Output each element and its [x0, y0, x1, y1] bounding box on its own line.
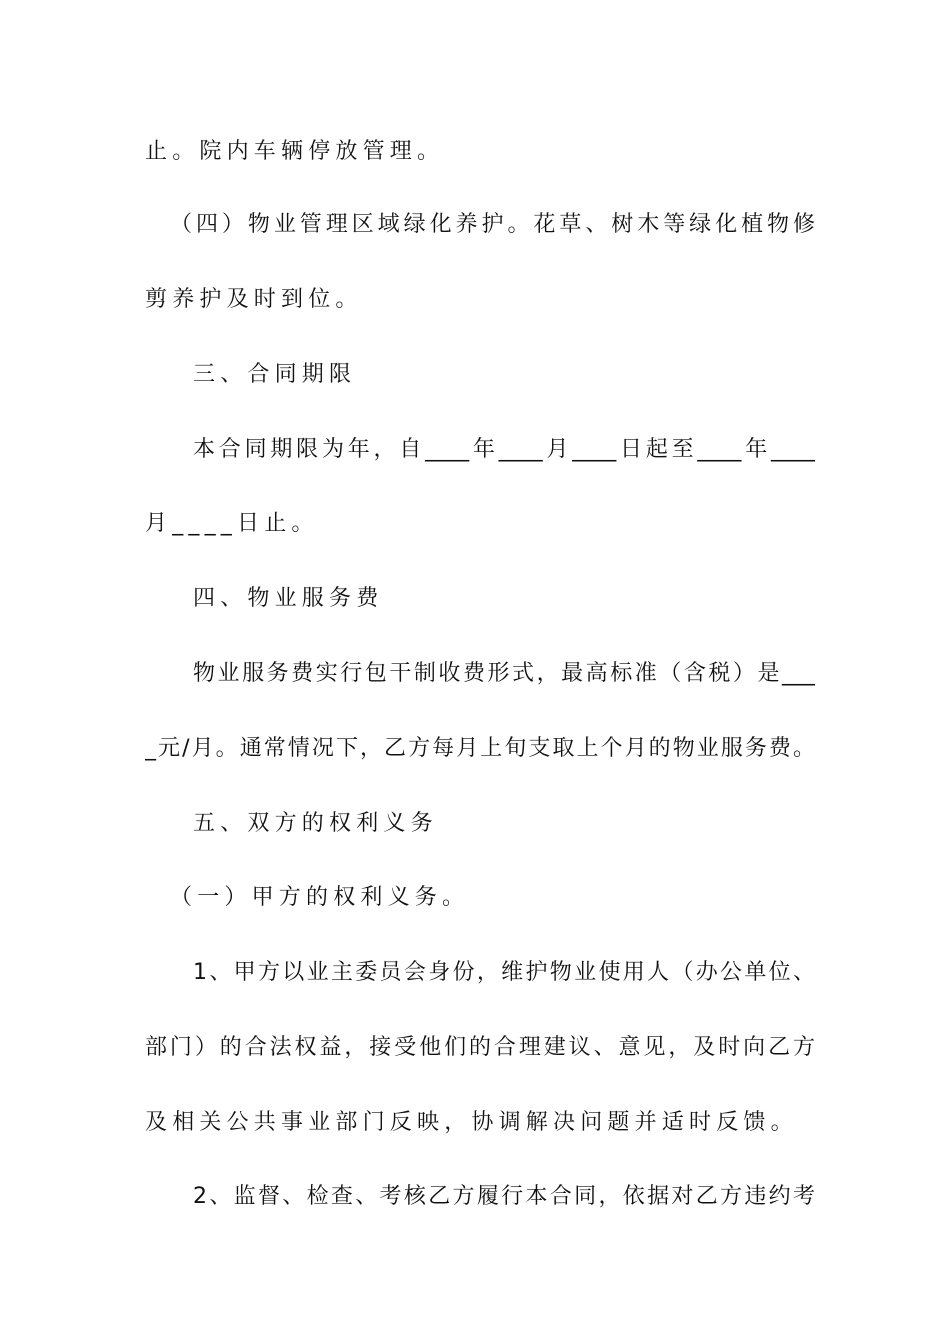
text-line: 及相关公共事业部门反映，协调解决问题并适时反馈。	[145, 1110, 798, 1135]
section-heading: 五、双方的权利义务	[193, 811, 438, 836]
text-line: 止。院内车辆停放管理。	[145, 139, 445, 164]
text-line: 剪养护及时到位。	[145, 287, 363, 312]
text-line: 月____日止。	[145, 511, 319, 536]
text-line: （四）物业管理区域绿化养护。花草、树木等绿化植物修	[170, 212, 815, 237]
section-heading: 三、合同期限	[193, 362, 357, 387]
section-heading: 四、物业服务费	[193, 586, 384, 611]
text-line: 2、监督、检查、考核乙方履行本合同，依据对乙方违约考	[193, 1184, 815, 1209]
text-line: 物业服务费实行包干制收费形式，最高标准（含税）是___	[193, 661, 815, 686]
text-line: 部门）的合法权益，接受他们的合理建议、意见，及时向乙方	[145, 1035, 815, 1060]
text-line: _元/月。通常情况下，乙方每月上旬支取上个月的物业服务费。	[145, 736, 815, 761]
text-line: 本合同期限为年，自____年____月____日起至____年____	[193, 437, 815, 462]
text-line: 1、甲方以业主委员会身份，维护物业使用人（办公单位、	[193, 960, 815, 985]
subsection-heading: （一）甲方的权利义务。	[170, 885, 470, 910]
